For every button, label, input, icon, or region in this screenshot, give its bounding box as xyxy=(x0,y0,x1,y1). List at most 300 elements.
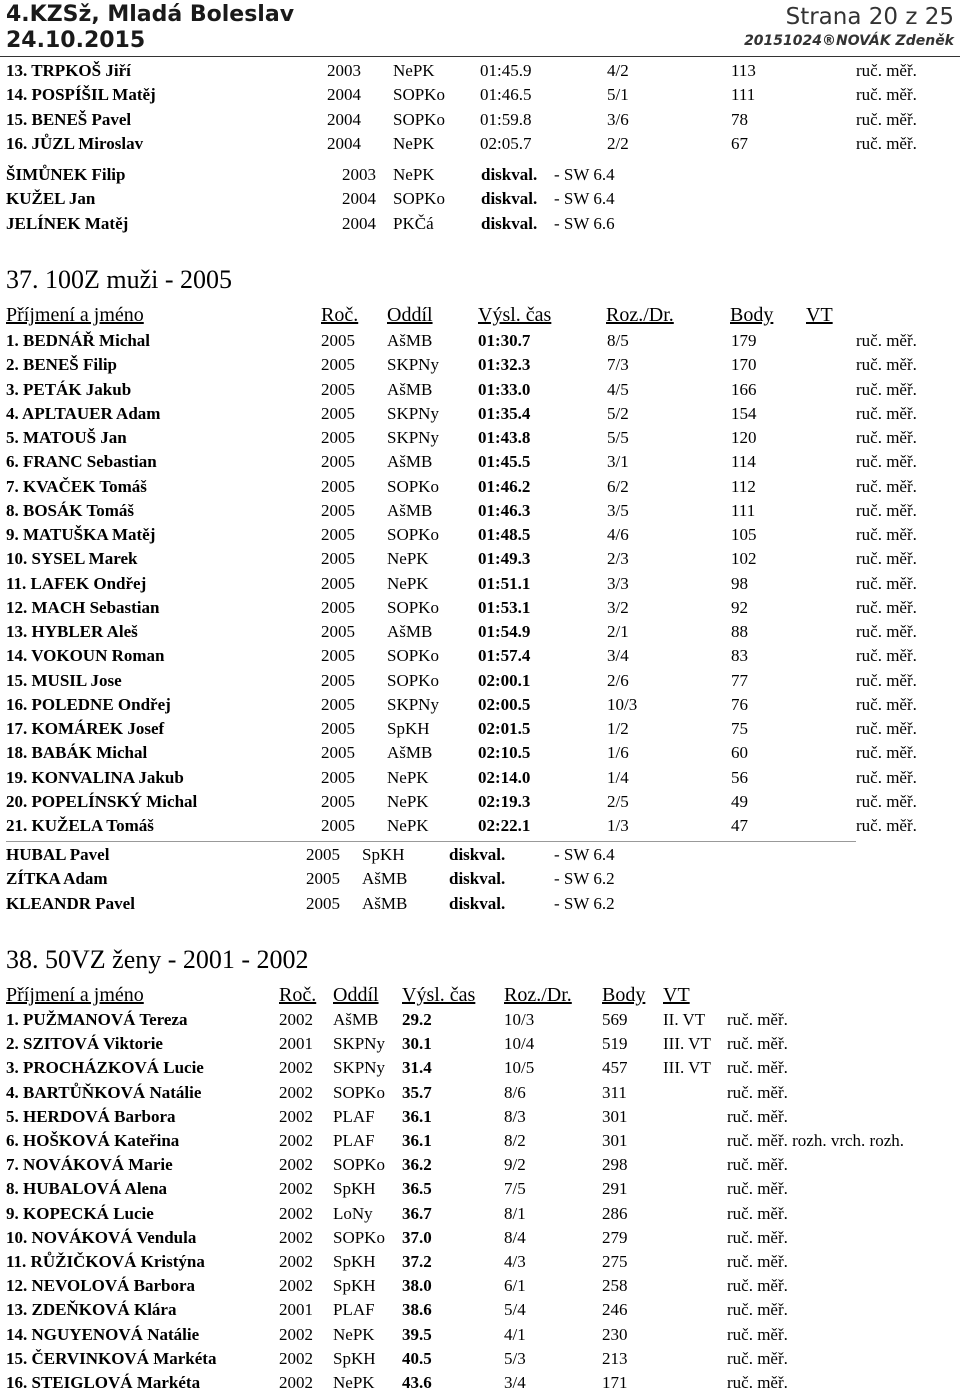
cell-roz: 2/1 xyxy=(607,622,629,641)
cell-roz: - SW 6.2 xyxy=(554,893,615,913)
cell-club: SOPKo xyxy=(333,1155,385,1175)
column-headers xyxy=(0,304,960,330)
result-row xyxy=(0,695,960,719)
header-pts: Body xyxy=(730,304,774,326)
cell-roz: 5/3 xyxy=(504,1348,526,1368)
cell-club: AšMB xyxy=(362,893,408,913)
cell-roz: 8/3 xyxy=(504,1106,526,1126)
cell-year: 2002 xyxy=(279,1348,313,1368)
cell-time: 01:46.5 xyxy=(480,85,532,105)
result-row xyxy=(0,452,960,476)
cell-year: 2004 xyxy=(342,189,376,209)
result-row xyxy=(0,1300,960,1324)
cell-name: 8. BOSÁK Tomáš xyxy=(6,500,135,520)
cell-name: 5. HERDOVÁ Barbora xyxy=(6,1106,176,1126)
cell-pts: 102 xyxy=(731,549,757,569)
cell-name: 14. VOKOUN Roman xyxy=(6,646,165,666)
cell-pts: 301 xyxy=(602,1106,628,1126)
cell-year: 2005 xyxy=(321,428,355,447)
cell-name: 8. HUBALOVÁ Alena xyxy=(6,1179,168,1199)
cell-note: ruč. měř. rozh. vrch. rozh. xyxy=(727,1131,905,1150)
cell-pts: 76 xyxy=(731,694,748,714)
cell-roz: - SW 6.2 xyxy=(554,869,615,889)
cell-pts: 166 xyxy=(731,379,757,399)
cell-club: NePK xyxy=(387,767,429,787)
cell-name: 1. BEDNÁŘ Michal xyxy=(6,331,151,350)
cell-note: ruč. měř. xyxy=(856,109,917,129)
result-row xyxy=(0,380,960,404)
cell-club: SKPNy xyxy=(387,355,439,375)
cell-note: ruč. měř. xyxy=(727,1058,788,1078)
result-row xyxy=(0,622,960,646)
cell-time: diskval. xyxy=(449,845,506,864)
cell-note: ruč. měř. xyxy=(727,1082,788,1102)
cell-time: 02:14.0 xyxy=(478,767,531,787)
cell-name: 3. PETÁK Jakub xyxy=(6,379,132,399)
cell-time: 01:54.9 xyxy=(478,622,531,641)
cell-roz: 8/2 xyxy=(504,1131,526,1150)
cell-name: 15. BENEŠ Pavel xyxy=(6,109,132,129)
cell-note: ruč. měř. xyxy=(727,1227,788,1247)
cell-note: ruč. měř. xyxy=(856,573,917,593)
cell-name: 11. RŮŽIČKOVÁ Kristýna xyxy=(6,1252,205,1271)
result-row xyxy=(0,1155,960,1179)
result-row xyxy=(0,549,960,573)
cell-roz: 10/5 xyxy=(504,1058,535,1078)
cell-pts: 179 xyxy=(731,331,757,350)
cell-roz: 9/2 xyxy=(504,1155,526,1175)
cell-pts: 275 xyxy=(602,1252,628,1271)
cell-time: 29.2 xyxy=(402,1010,432,1029)
cell-time: 02:22.1 xyxy=(478,816,531,835)
cell-year: 2005 xyxy=(321,573,355,593)
cell-year: 2005 xyxy=(321,719,355,738)
cell-pts: 83 xyxy=(731,646,748,666)
header-vt: VT xyxy=(806,304,833,326)
cell-club: SOPKo xyxy=(387,476,439,496)
cell-roz: 3/5 xyxy=(607,500,629,520)
cell-name: KUŽEL Jan xyxy=(6,189,96,209)
cell-roz: 3/2 xyxy=(607,597,629,617)
cell-club: NePK xyxy=(333,1324,375,1344)
page-header xyxy=(0,0,960,57)
cell-year: 2002 xyxy=(279,1203,313,1223)
cell-note: ruč. měř. xyxy=(856,452,917,472)
cell-time: 01:59.8 xyxy=(480,109,532,129)
column-headers xyxy=(0,984,960,1010)
cell-time: 31.4 xyxy=(402,1058,432,1078)
cell-time: 01:46.2 xyxy=(478,476,531,496)
cell-club: NePK xyxy=(387,791,429,811)
cell-name: 14. POSPÍŠIL Matěj xyxy=(6,85,156,105)
cell-club: SpKH xyxy=(333,1252,376,1271)
header-name: Příjmení a jméno xyxy=(6,304,144,326)
cell-pts: 47 xyxy=(731,816,748,835)
cell-name: 12. NEVOLOVÁ Barbora xyxy=(6,1276,196,1296)
cell-roz: 10/3 xyxy=(607,694,638,714)
result-row xyxy=(0,1179,960,1203)
event-title-38: 38. 50VZ ženy - 2001 - 2002 xyxy=(6,945,309,974)
result-row xyxy=(0,61,960,85)
cell-note: ruč. měř. xyxy=(727,1276,788,1296)
cell-note: ruč. měř. xyxy=(856,622,917,641)
result-row xyxy=(0,501,960,525)
cell-roz: 3/6 xyxy=(607,109,629,129)
cell-time: 40.5 xyxy=(402,1348,432,1368)
cell-roz: 8/1 xyxy=(504,1203,526,1223)
cell-pts: 111 xyxy=(731,500,756,520)
cell-club: AšMB xyxy=(387,452,433,472)
result-row xyxy=(0,816,960,840)
cell-year: 2005 xyxy=(321,767,355,787)
result-row xyxy=(0,477,960,501)
cell-year: 2005 xyxy=(321,549,355,569)
cell-pts: 77 xyxy=(731,670,748,690)
cell-pts: 569 xyxy=(602,1010,628,1029)
cell-year: 2005 xyxy=(306,845,340,864)
cell-name: 13. ZDEŇKOVÁ Klára xyxy=(6,1300,177,1320)
cell-roz: 3/4 xyxy=(504,1373,526,1392)
cell-name: 6. HOŠKOVÁ Kateřina xyxy=(6,1131,180,1150)
cell-year: 2005 xyxy=(321,791,355,811)
cell-note: ruč. měř. xyxy=(856,816,917,835)
result-row xyxy=(0,1325,960,1349)
cell-name: 4. APLTAUER Adam xyxy=(6,403,161,423)
cell-time: 01:49.3 xyxy=(478,549,531,569)
cell-note: ruč. měř. xyxy=(856,549,917,569)
cell-year: 2005 xyxy=(306,869,340,889)
cell-year: 2005 xyxy=(306,893,340,913)
cell-note: ruč. měř. xyxy=(856,670,917,690)
result-row xyxy=(0,671,960,695)
cell-roz: 5/5 xyxy=(607,428,629,447)
cell-time: 01:43.8 xyxy=(478,428,531,447)
cell-note: ruč. měř. xyxy=(856,379,917,399)
cell-club: SKPNy xyxy=(333,1034,385,1054)
cell-time: 36.5 xyxy=(402,1179,432,1199)
result-row xyxy=(0,574,960,598)
cell-roz: 1/3 xyxy=(607,816,629,835)
cell-year: 2002 xyxy=(279,1373,313,1392)
cell-vt: III. VT xyxy=(663,1058,711,1078)
cell-time: 02:00.5 xyxy=(478,694,531,714)
cell-time: 35.7 xyxy=(402,1082,432,1102)
cell-year: 2002 xyxy=(279,1010,313,1029)
cell-name: 10. NOVÁKOVÁ Vendula xyxy=(6,1227,197,1247)
cell-name: KLEANDR Pavel xyxy=(6,893,135,913)
header-pts: Body xyxy=(602,984,646,1006)
header-vt: VT xyxy=(663,984,690,1006)
cell-roz: - SW 6.6 xyxy=(554,213,615,233)
cell-club: SpKH xyxy=(333,1348,376,1368)
cell-roz: 1/4 xyxy=(607,767,629,787)
cell-year: 2005 xyxy=(321,331,355,350)
cell-name: ŠIMŮNEK Filip xyxy=(6,165,126,184)
cell-note: ruč. měř. xyxy=(856,61,917,80)
cell-name: HUBAL Pavel xyxy=(6,845,110,864)
result-row xyxy=(0,1107,960,1131)
cell-time: 02:00.1 xyxy=(478,670,531,690)
result-row xyxy=(0,768,960,792)
cell-pts: 98 xyxy=(731,573,748,593)
cell-roz: 7/3 xyxy=(607,355,629,375)
cell-note: ruč. měř. xyxy=(727,1348,788,1368)
cell-name: 5. MATOUŠ Jan xyxy=(6,428,127,447)
cell-year: 2002 xyxy=(279,1082,313,1102)
cell-club: SOPKo xyxy=(387,525,439,544)
result-row xyxy=(0,1131,960,1155)
cell-club: PLAF xyxy=(333,1131,375,1150)
cell-time: 01:32.3 xyxy=(478,355,531,375)
result-row xyxy=(0,134,960,158)
cell-note: ruč. měř. xyxy=(856,133,917,153)
cell-year: 2002 xyxy=(279,1106,313,1126)
cell-note: ruč. měř. xyxy=(727,1034,788,1054)
cell-year: 2003 xyxy=(327,61,361,80)
cell-club: AšMB xyxy=(333,1010,379,1029)
cell-roz: 1/2 xyxy=(607,719,629,738)
result-row xyxy=(0,110,960,134)
cell-roz: 6/1 xyxy=(504,1276,526,1296)
cell-name: 11. LAFEK Ondřej xyxy=(6,573,147,593)
cell-roz: 2/2 xyxy=(607,133,629,153)
cell-time: 01:51.1 xyxy=(478,573,531,593)
cell-year: 2002 xyxy=(279,1131,313,1150)
cell-name: 9. KOPECKÁ Lucie xyxy=(6,1203,154,1223)
cell-club: NePK xyxy=(333,1373,375,1392)
cell-pts: 213 xyxy=(602,1348,628,1368)
cell-pts: 457 xyxy=(602,1058,628,1078)
cell-year: 2005 xyxy=(321,403,355,423)
cell-name: 1. PUŽMANOVÁ Tereza xyxy=(6,1010,188,1029)
cell-name: 14. NGUYENOVÁ Natálie xyxy=(6,1324,200,1344)
cell-time: diskval. xyxy=(449,893,506,913)
cell-roz: 6/2 xyxy=(607,476,629,496)
cell-time: 01:45.9 xyxy=(480,61,532,80)
cell-time: 38.0 xyxy=(402,1276,432,1296)
cell-name: 13. HYBLER Aleš xyxy=(6,622,138,641)
disqualified-row xyxy=(0,214,960,238)
cell-club: NePK xyxy=(393,165,435,184)
page-number: Strana 20 z 25 xyxy=(785,4,954,30)
cell-name: 17. KOMÁREK Josef xyxy=(6,719,165,738)
header-roz: Roz./Dr. xyxy=(504,984,572,1006)
cell-note: ruč. měř. xyxy=(727,1155,788,1175)
result-row xyxy=(0,1058,960,1082)
header-year: Roč. xyxy=(321,304,359,326)
cell-club: NePK xyxy=(393,61,435,80)
cell-name: 12. MACH Sebastian xyxy=(6,597,160,617)
cell-time: 02:01.5 xyxy=(478,719,531,738)
cell-time: 01:53.1 xyxy=(478,597,531,617)
cell-pts: 67 xyxy=(731,133,748,153)
cell-time: 02:05.7 xyxy=(480,133,532,153)
cell-note: ruč. měř. xyxy=(727,1300,788,1320)
result-row xyxy=(0,1083,960,1107)
cell-year: 2005 xyxy=(321,452,355,472)
header-roz: Roz./Dr. xyxy=(606,304,674,326)
cell-note: ruč. měř. xyxy=(856,791,917,811)
cell-year: 2005 xyxy=(321,622,355,641)
cell-year: 2005 xyxy=(321,694,355,714)
cell-name: 16. JŮZL Miroslav xyxy=(6,133,144,153)
cell-time: 37.0 xyxy=(402,1227,432,1247)
cell-name: 6. FRANC Sebastian xyxy=(6,452,157,472)
results-rule xyxy=(6,841,856,842)
result-row xyxy=(0,428,960,452)
cell-year: 2005 xyxy=(321,646,355,666)
cell-name: 16. STEIGLOVÁ Markéta xyxy=(6,1373,201,1392)
cell-club: SKPNy xyxy=(387,428,439,447)
cell-year: 2002 xyxy=(279,1252,313,1271)
result-row xyxy=(0,1252,960,1276)
cell-note: ruč. měř. xyxy=(856,767,917,787)
cell-pts: 111 xyxy=(731,85,756,105)
disqualified-row xyxy=(0,869,960,893)
cell-roz: 8/6 xyxy=(504,1082,526,1102)
cell-club: PKČá xyxy=(393,213,434,233)
cell-pts: 246 xyxy=(602,1300,628,1320)
print-stamp: 20151024®NOVÁK Zdeněk xyxy=(744,33,954,49)
result-row xyxy=(0,719,960,743)
cell-club: SOPKo xyxy=(333,1082,385,1102)
cell-club: SOPKo xyxy=(393,189,445,209)
result-row xyxy=(0,1373,960,1397)
cell-pts: 298 xyxy=(602,1155,628,1175)
result-row xyxy=(0,792,960,816)
cell-vt: III. VT xyxy=(663,1034,711,1054)
cell-note: ruč. měř. xyxy=(856,719,917,738)
cell-pts: 258 xyxy=(602,1276,628,1296)
cell-roz: 5/1 xyxy=(607,85,629,105)
cell-pts: 286 xyxy=(602,1203,628,1223)
cell-pts: 279 xyxy=(602,1227,628,1247)
cell-pts: 120 xyxy=(731,428,757,447)
cell-name: 7. KVAČEK Tomáš xyxy=(6,476,147,496)
result-row xyxy=(0,1034,960,1058)
cell-note: ruč. měř. xyxy=(856,476,917,496)
cell-name: 16. POLEDNE Ondřej xyxy=(6,694,171,714)
cell-pts: 519 xyxy=(602,1034,628,1054)
event-title-37: 37. 100Z muži - 2005 xyxy=(6,265,233,294)
result-row xyxy=(0,1010,960,1034)
cell-pts: 301 xyxy=(602,1131,628,1150)
result-row xyxy=(0,743,960,767)
cell-time: diskval. xyxy=(481,165,538,184)
cell-year: 2005 xyxy=(321,476,355,496)
cell-year: 2005 xyxy=(321,379,355,399)
cell-note: ruč. měř. xyxy=(856,646,917,666)
cell-pts: 112 xyxy=(731,476,756,496)
cell-roz: 10/3 xyxy=(504,1010,535,1029)
result-row xyxy=(0,1204,960,1228)
cell-roz: - SW 6.4 xyxy=(554,845,615,864)
cell-pts: 291 xyxy=(602,1179,628,1199)
cell-club: SOPKo xyxy=(393,85,445,105)
cell-club: AšMB xyxy=(387,331,433,350)
cell-time: 37.2 xyxy=(402,1252,432,1271)
cell-name: 10. SYSEL Marek xyxy=(6,549,138,569)
cell-year: 2002 xyxy=(279,1227,313,1247)
cell-roz: 4/2 xyxy=(607,61,629,80)
cell-roz: 10/4 xyxy=(504,1034,535,1054)
cell-note: ruč. měř. xyxy=(856,331,917,350)
result-row xyxy=(0,1276,960,1300)
cell-name: JELÍNEK Matěj xyxy=(6,213,129,233)
cell-pts: 171 xyxy=(602,1373,628,1392)
cell-note: ruč. měř. xyxy=(856,500,917,520)
cell-name: 19. KONVALINA Jakub xyxy=(6,767,184,787)
cell-club: LoNy xyxy=(333,1203,373,1223)
cell-time: 01:57.4 xyxy=(478,646,531,666)
cell-note: ruč. měř. xyxy=(727,1106,788,1126)
cell-note: ruč. měř. xyxy=(856,743,917,763)
cell-pts: 230 xyxy=(602,1324,628,1344)
cell-time: 30.1 xyxy=(402,1034,432,1054)
header-year: Roč. xyxy=(279,984,317,1006)
cell-club: AšMB xyxy=(387,743,433,763)
cell-roz: 4/3 xyxy=(504,1252,526,1271)
cell-club: SOPKo xyxy=(387,670,439,690)
cell-name: 3. PROCHÁZKOVÁ Lucie xyxy=(6,1058,204,1078)
cell-roz: 8/5 xyxy=(607,331,629,350)
cell-note: ruč. měř. xyxy=(727,1203,788,1223)
cell-note: ruč. měř. xyxy=(727,1252,788,1271)
header-time: Výsl. čas xyxy=(478,304,552,326)
cell-roz: 4/1 xyxy=(504,1324,526,1344)
cell-year: 2004 xyxy=(342,213,376,233)
cell-note: ruč. měř. xyxy=(856,525,917,544)
cell-note: ruč. měř. xyxy=(727,1179,788,1199)
cell-time: 43.6 xyxy=(402,1373,432,1392)
cell-year: 2001 xyxy=(279,1034,313,1054)
cell-note: ruč. měř. xyxy=(856,85,917,105)
cell-time: 01:33.0 xyxy=(478,379,531,399)
cell-name: 15. ČERVINKOVÁ Markéta xyxy=(6,1348,217,1368)
cell-name: 9. MATUŠKA Matěj xyxy=(6,525,156,544)
disqualified-row xyxy=(0,189,960,213)
cell-roz: 4/6 xyxy=(607,525,629,544)
cell-roz: 2/6 xyxy=(607,670,629,690)
cell-note: ruč. měř. xyxy=(856,428,917,447)
cell-club: AšMB xyxy=(387,622,433,641)
cell-name: 13. TRPKOŠ Jiří xyxy=(6,61,131,80)
cell-name: 2. BENEŠ Filip xyxy=(6,355,118,375)
cell-time: 01:35.4 xyxy=(478,403,531,423)
cell-name: 2. SZITOVÁ Viktorie xyxy=(6,1034,163,1054)
cell-pts: 154 xyxy=(731,403,757,423)
cell-roz: 2/3 xyxy=(607,549,629,569)
cell-time: 36.7 xyxy=(402,1203,432,1223)
cell-note: ruč. měř. xyxy=(856,355,917,375)
cell-year: 2005 xyxy=(321,816,355,835)
cell-year: 2005 xyxy=(321,670,355,690)
cell-pts: 75 xyxy=(731,719,748,738)
cell-club: AšMB xyxy=(387,500,433,520)
cell-club: NePK xyxy=(387,573,429,593)
cell-name: 20. POPELÍNSKÝ Michal xyxy=(6,791,198,811)
cell-pts: 92 xyxy=(731,597,748,617)
cell-time: 01:45.5 xyxy=(478,452,531,472)
cell-club: AšMB xyxy=(362,869,408,889)
cell-roz: 1/6 xyxy=(607,743,629,763)
cell-pts: 114 xyxy=(731,452,756,472)
disqualified-row xyxy=(0,845,960,869)
cell-club: NePK xyxy=(387,816,429,835)
cell-pts: 311 xyxy=(602,1082,627,1102)
cell-club: PLAF xyxy=(333,1300,375,1320)
cell-year: 2004 xyxy=(327,133,361,153)
